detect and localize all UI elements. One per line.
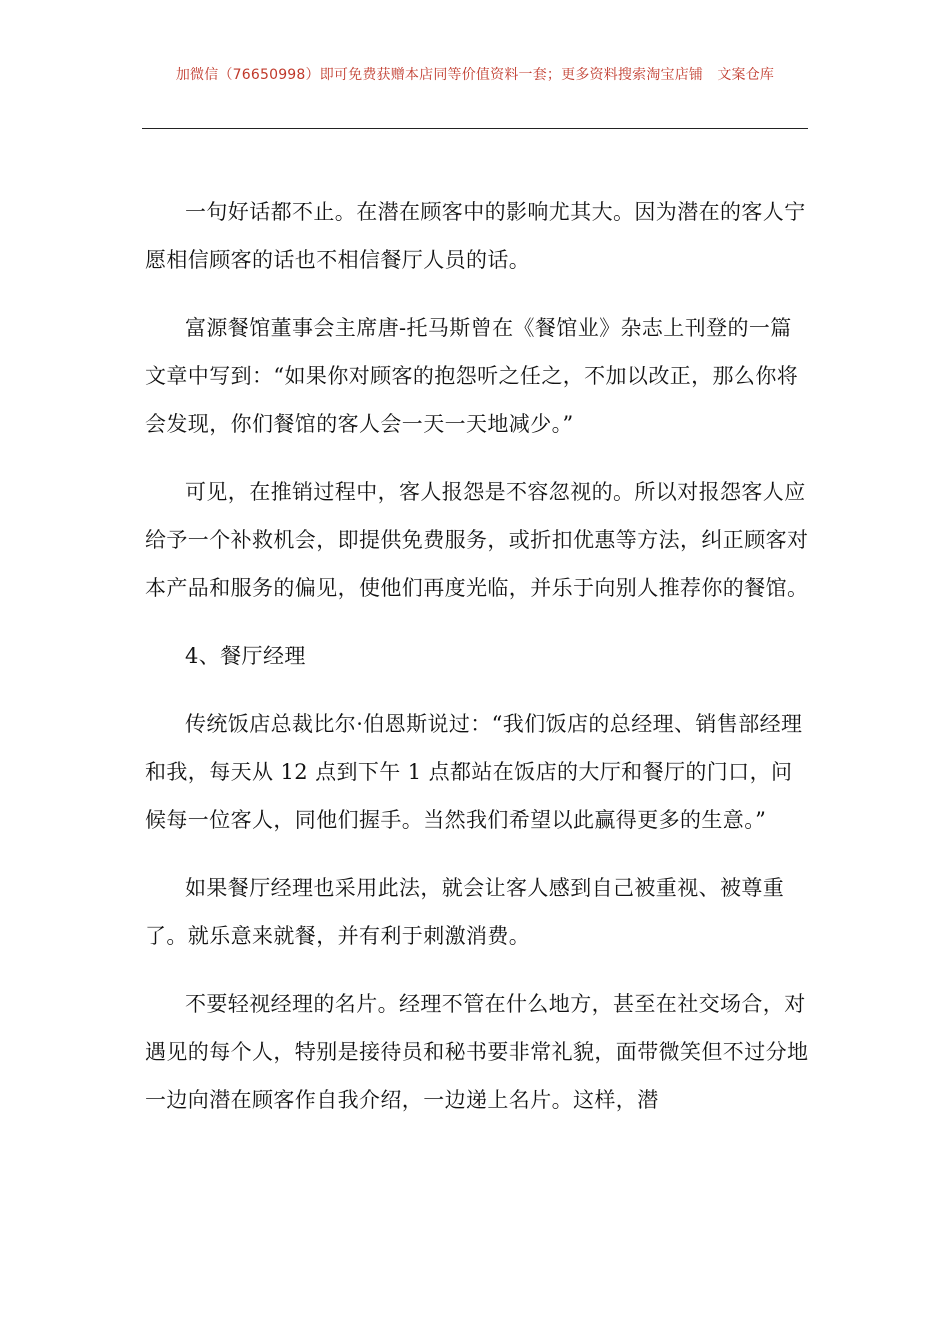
paragraph-3: 可见，在推销过程中，客人报怨是不容忽视的。所以对报怨客人应给予一个补救机会，即提供免费服务，或折扣优惠等方法，纠正顾客对本产品和服务的偏见，使他们再度光临，并乐于向别人推荐你的餐馆。 — [145, 480, 809, 600]
paragraph-4: 传统饭店总裁比尔·伯恩斯说过：“我们饭店的总经理、销售部经理和我，每天从 12 点到下午 1 点都站在饭店的大厅和餐厅的门口，问候每一位客人，同他们握手。当然我们希望以此赢得更多的生意。” — [145, 712, 803, 832]
header-note: 加微信（76650998）即可免费获赠本店同等价值资料一套；更多资料搜索淘宝店铺 文案仓库 — [175, 67, 775, 83]
document-body — [145, 188, 811, 1144]
header-divider — [142, 128, 808, 129]
section-heading: 4、餐厅经理 — [185, 644, 306, 668]
paragraph-1: 一句好话都不止。在潜在顾客中的影响尤其大。因为潜在的客人宁愿相信顾客的话也不相信餐厅人员的话。 — [145, 200, 806, 272]
paragraph-5: 如果餐厅经理也采用此法，就会让客人感到自己被重视、被尊重了。就乐意来就餐，并有利于刺激消费。 — [145, 876, 785, 948]
paragraph-6: 不要轻视经理的名片。经理不管在什么地方，甚至在社交场合，对遇见的每个人，特别是接待员和秘书要非常礼貌，面带微笑但不过分地一边向潜在顾客作自我介绍，一边递上名片。这样，潜 — [145, 992, 809, 1112]
paragraph-2: 富源餐馆董事会主席唐-托马斯曾在《餐馆业》杂志上刊登的一篇文章中写到：“如果你对顾客的抱怨听之任之，不加以改正，那么你将会发现，你们餐馆的客人会一天一天地减少。” — [145, 316, 799, 436]
